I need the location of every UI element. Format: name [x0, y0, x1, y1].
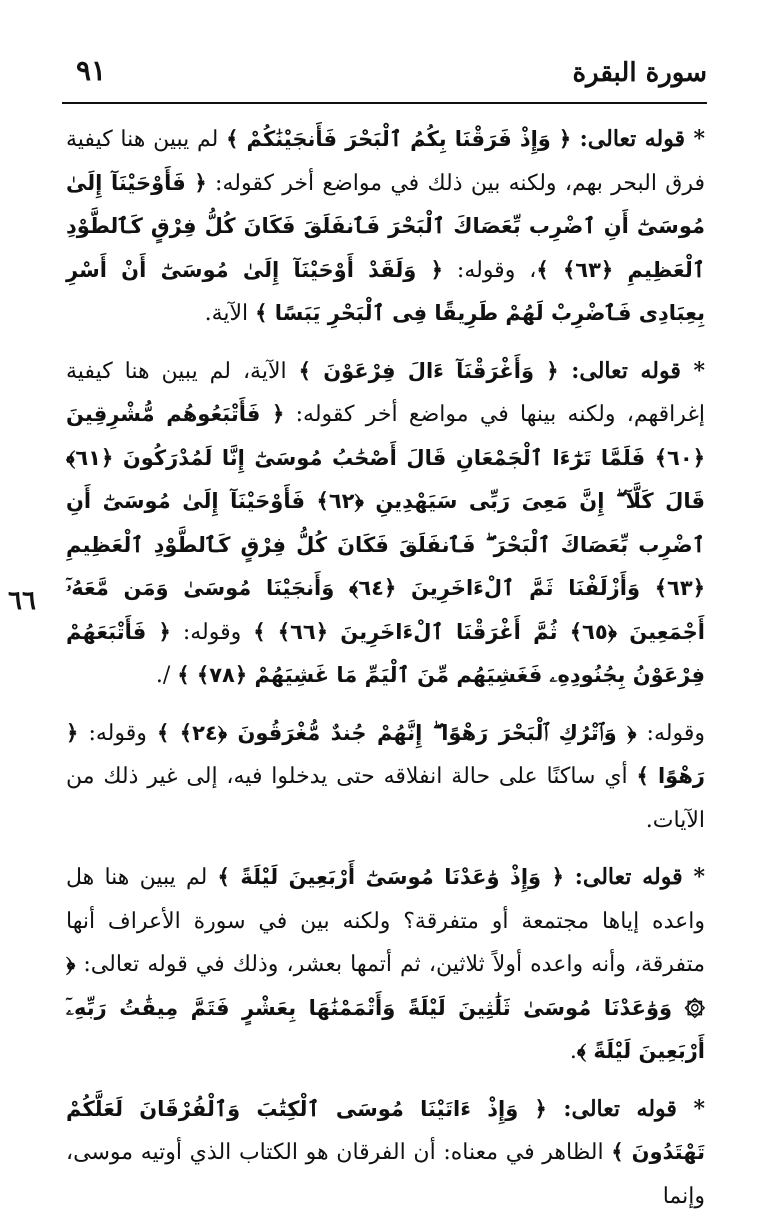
commentary-text: /. [155, 663, 178, 688]
quran-verse: ﴿ فَأَتْبَعُوهُم مُّشْرِقِينَ ﴿٦٠﴾ فَلَمَّا تَرَٰٓءَا ٱلْجَمْعَانِ قَالَ أَصْحَٰبُ مُوسَىٰٓ إِنَّا لَمُدْرَكُونَ ﴿٦١﴾ قَالَ كَلَّآ ۖ إِنَّ مَعِىَ رَبِّى سَيَهْدِينِ ﴿٦٢﴾ فَأَوْحَيْنَآ إِلَىٰ مُوسَىٰٓ أَنِ ٱضْرِب بِّعَصَاكَ ٱلْبَحْرَ ۖ فَٱنفَلَقَ فَكَانَ كُلُّ فِرْقٍ كَٱلطَّوْدِ ٱلْعَظِيمِ ﴿٦٣﴾ وَأَزْلَفْنَا ثَمَّ ٱلْءَاخَرِينَ ﴿٦٤﴾ وَأَنجَيْنَا مُوسَىٰ وَمَن مَّعَهُۥٓ أَجْمَعِينَ ﴿٦٥﴾ ثُمَّ أَغْرَقْنَا ٱلْءَاخَرِينَ ﴿٦٦﴾ ﴾ [66, 402, 705, 644]
commentary-text: . [569, 1039, 577, 1064]
paragraph [66, 712, 705, 843]
quran-verse: ﴿ فَأَتْبَعَهُمْ فِرْعَوْنُ بِجُنُودِهِۦ فَغَشِيَهُم مِّنَ ٱلْيَمِّ مَا غَشِيَهُمْ ﴿٧٨﴾ ﴾ [66, 619, 705, 687]
quran-verse: ﴿ وَإِذْ وَٰعَدْنَا مُوسَىٰٓ أَرْبَعِينَ لَيْلَةً ﴾ [217, 865, 564, 889]
paragraph [66, 350, 705, 698]
paragraph-firaq-al-bahr [66, 118, 705, 336]
page-header [62, 52, 707, 100]
quran-verse: ﴿ رَهْوًا ﴾ [66, 720, 706, 788]
commentary-text: ، وقوله: [442, 257, 537, 283]
commentary-text: لم يبين هنا هل واعده إياها مجتمعة أو متفرقة؟ ولكنه بين في سورة الأعراف أنها متفرقة، وأنه واعده أولاً ثلاثين، ثم أتمها بعشر، وذلك في قوله تعالى: [66, 865, 705, 977]
commentary-text: الآية. [204, 301, 256, 326]
section-lead: وقوله: [636, 720, 705, 746]
quran-verse: ﴿ وَلَقَدْ أَوْحَيْنَآ إِلَىٰ مُوسَىٰٓ أَنْ أَسْرِ بِعِبَادِى فَٱضْرِبْ لَهُمْ طَرِيقًا فِى ٱلْبَحْرِ يَبَسًا ﴾ [66, 257, 705, 325]
quran-verse: ﴿ وَٱتْرُكِ ٱلْبَحْرَ رَهْوًا ۖ إِنَّهُمْ جُندٌ مُّغْرَقُونَ ﴿٢٤﴾ ﴾ [157, 720, 637, 745]
quran-verse: ﴿ فَأَوْحَيْنَآ إِلَىٰ مُوسَىٰٓ أَنِ ٱضْرِب بِّعَصَاكَ ٱلْبَحْرَ فَٱنفَلَقَ فَكَانَ كُلُّ فِرْقٍ كَٱلطَّوْدِ ٱلْعَظِيمِ ﴿٦٣﴾ ﴾ [66, 170, 706, 282]
commentary-text: أي ساكنًا على حالة انفلاقه حتى يدخلوا فيه، إلى غير ذلك من الآيات. [66, 764, 705, 833]
commentary-text: الظاهر في معناه: أن الفرقان هو الكتاب الذي أوتيه موسى، وإنما [66, 1140, 705, 1209]
paragraph [66, 118, 705, 336]
quran-verse: ﴿ وَإِذْ ءَاتَيْنَا مُوسَى ٱلْكِتَٰبَ وَٱلْفُرْقَانَ لَعَلَّكُمْ تَهْتَدُونَ ﴾ [66, 1096, 705, 1164]
paragraph-ighraq [66, 350, 705, 698]
paragraph [66, 1088, 705, 1219]
quran-verse: ﴿ ۞ وَوَٰعَدْنَا مُوسَىٰ ثَلَٰثِينَ لَيْلَةً وَأَتْمَمْنَٰهَا بِعَشْرٍ فَتَمَّ مِيقَٰتُ رَبِّهِۦٓ أَرْبَعِينَ لَيْلَةً ﴾ [66, 952, 705, 1063]
header-rule [62, 102, 707, 104]
margin-note: ٦٦ [8, 586, 36, 616]
page-number: ٩١ [76, 54, 107, 87]
section-lead: * قوله تعالى: [546, 1095, 705, 1122]
commentary-text: وقوله: [170, 619, 254, 645]
main-text [66, 118, 705, 1232]
paragraph-rahwan [66, 712, 705, 843]
commentary-text: وقوله: [78, 720, 157, 746]
paragraph-furqan [66, 1088, 705, 1219]
quran-verse: ﴿ وَإِذْ فَرَقْنَا بِكُمُ ٱلْبَحْرَ فَأَنجَيْنَٰكُمْ ﴾ [226, 127, 572, 151]
section-lead: * قوله تعالى: [571, 126, 705, 152]
paragraph [66, 856, 705, 1074]
surah-title: سورة البقرة [572, 58, 707, 88]
section-lead: * قوله تعالى: [563, 864, 705, 890]
paragraph-arbaeen [66, 856, 705, 1074]
section-lead: * قوله تعالى: [558, 357, 705, 384]
commentary-text: الآية، لم يبين هنا كيفية إغراقهم، ولكنه بينها في مواضع أخر كقوله: [66, 358, 706, 427]
quran-verse: ﴿ وَأَغْرَقْنَآ ءَالَ فِرْعَوْنَ ﴾ [298, 358, 559, 383]
commentary-text: لم يبين هنا كيفية فرق البحر بهم، ولكنه بين ذلك في مواضع أخر كقوله: [66, 127, 705, 196]
